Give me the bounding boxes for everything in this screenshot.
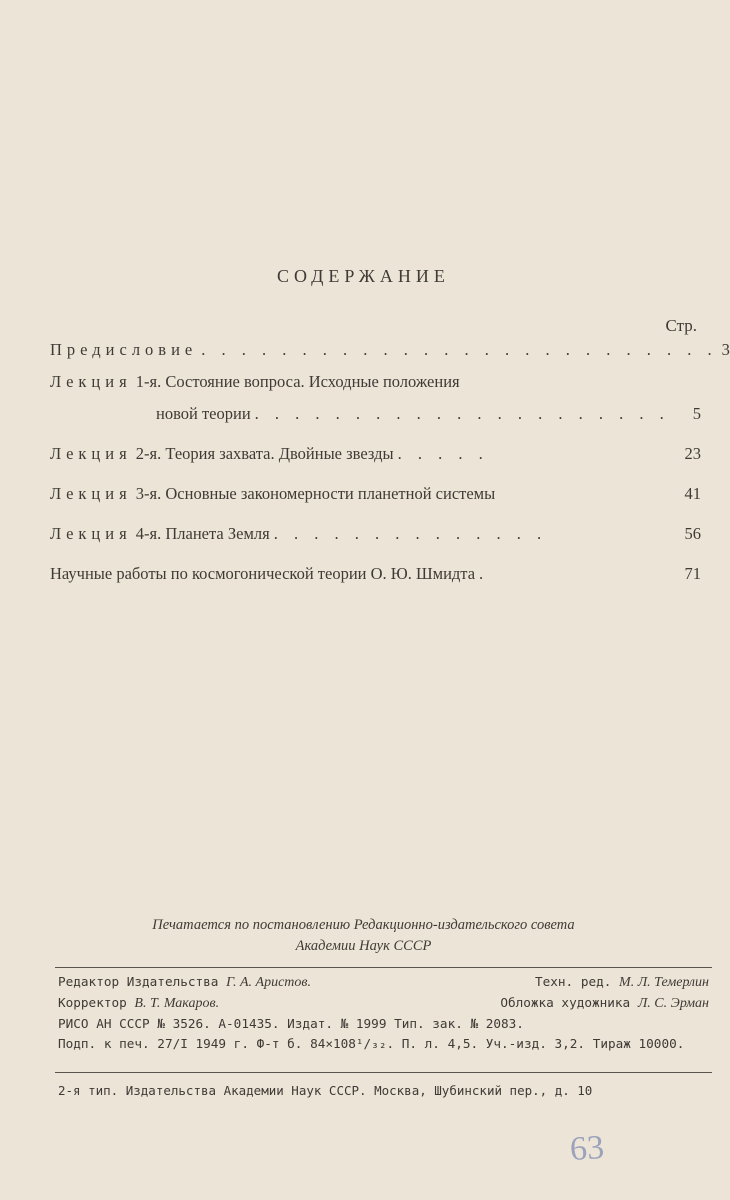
toc-entry-lecture-1[interactable] — [50, 372, 701, 404]
page-column-label: Стр. — [665, 316, 697, 335]
toc-entry-lecture-3[interactable] — [50, 484, 701, 516]
contents-heading: СОДЕРЖАНИЕ — [277, 266, 450, 286]
toc-page-number: 71 — [684, 564, 701, 583]
editor-name: Г. А. Аристов. — [226, 975, 311, 990]
publication-note — [30, 915, 697, 957]
toc-entry-title: Научные работы по космогонической теории О. Ю. Шмидта — [50, 564, 476, 583]
toc-entry-lecture-4[interactable] — [50, 524, 701, 556]
lecture-title: 4-я. Планета Земля — [131, 524, 270, 543]
toc-entry-title — [50, 524, 270, 544]
toc-entry-lecture-1-cont[interactable] — [50, 404, 701, 436]
lecture-word: Лекция — [50, 524, 132, 543]
leader-dots: . — [479, 564, 490, 583]
corrector-name: В. Т. Макаров. — [134, 996, 220, 1011]
editor-label: Редактор Издательства — [58, 974, 219, 989]
toc-entry-title — [50, 484, 495, 504]
toc-entry-title — [50, 372, 460, 392]
toc-entry-title — [50, 444, 394, 464]
publication-note-line1: Печатается по постановлению Редакционно-издательского совета — [152, 917, 575, 933]
divider-top — [55, 967, 712, 968]
imprint-line-print: Подп. к печ. 27/I 1949 г. Ф-т б. 84×108¹/₃₂. П. л. 4,5. Уч.-изд. 3,2. Тираж 10000. — [58, 1036, 685, 1051]
imprint-line-corrector — [58, 993, 709, 1014]
leader-dots: . . . . . . . . . . . . . . — [273, 524, 548, 543]
cover-artist-label: Обложка художника — [500, 995, 631, 1010]
toc-page-number: 23 — [684, 444, 701, 463]
leader-dots: . . . . . . . . . . . . . . . . . . . . . — [254, 404, 670, 423]
tech-editor-label: Техн. ред. — [535, 974, 612, 989]
printer-line: 2-я тип. Издательства Академии Наук СССР. Москва, Шубинский пер., д. 10 — [58, 1083, 593, 1098]
lecture-word: Лекция — [50, 484, 132, 503]
lecture-title: 2-я. Теория захвата. Двойные звезды — [131, 444, 394, 463]
toc-page-number: 5 — [692, 404, 701, 423]
leader-dots: . . . . . . . . . . . . . . . . . . . . . . . . . . — [201, 340, 718, 359]
imprint-line-riso: РИСО АН СССР № 3526. А-01435. Издат. № 1999 Тип. зак. № 2083. — [58, 1016, 524, 1031]
cover-artist-name: Л. С. Эрман — [637, 996, 709, 1011]
corrector-label: Корректор — [58, 995, 127, 1010]
toc-entry-title-cont: новой теории — [156, 404, 251, 423]
publication-note-line2: Академии Наук СССР — [295, 938, 432, 954]
imprint-block — [58, 972, 709, 1054]
toc-entry-title: Предисловие — [50, 340, 198, 359]
toc-page-number: 3 — [721, 340, 730, 359]
toc-entry-lecture-2[interactable] — [50, 444, 701, 476]
lecture-title: 1-я. Состояние вопроса. Исходные положения — [131, 372, 460, 391]
divider-bottom — [55, 1072, 712, 1073]
lecture-word: Лекция — [50, 444, 132, 463]
lecture-title: 3-я. Основные закономерности планетной системы — [131, 484, 496, 503]
leader-dots: . . . . . — [397, 444, 489, 463]
handwritten-page-mark: 63 — [568, 1128, 606, 1169]
table-of-contents — [50, 340, 730, 596]
toc-page-number: 56 — [684, 524, 701, 543]
imprint-line-editors — [58, 972, 709, 993]
toc-entry-preface[interactable] — [50, 340, 730, 372]
lecture-word: Лекция — [50, 372, 132, 391]
toc-page-number: 41 — [684, 484, 701, 503]
tech-editor-name: М. Л. Темерлин — [619, 975, 709, 990]
toc-entry-works[interactable] — [50, 564, 701, 596]
